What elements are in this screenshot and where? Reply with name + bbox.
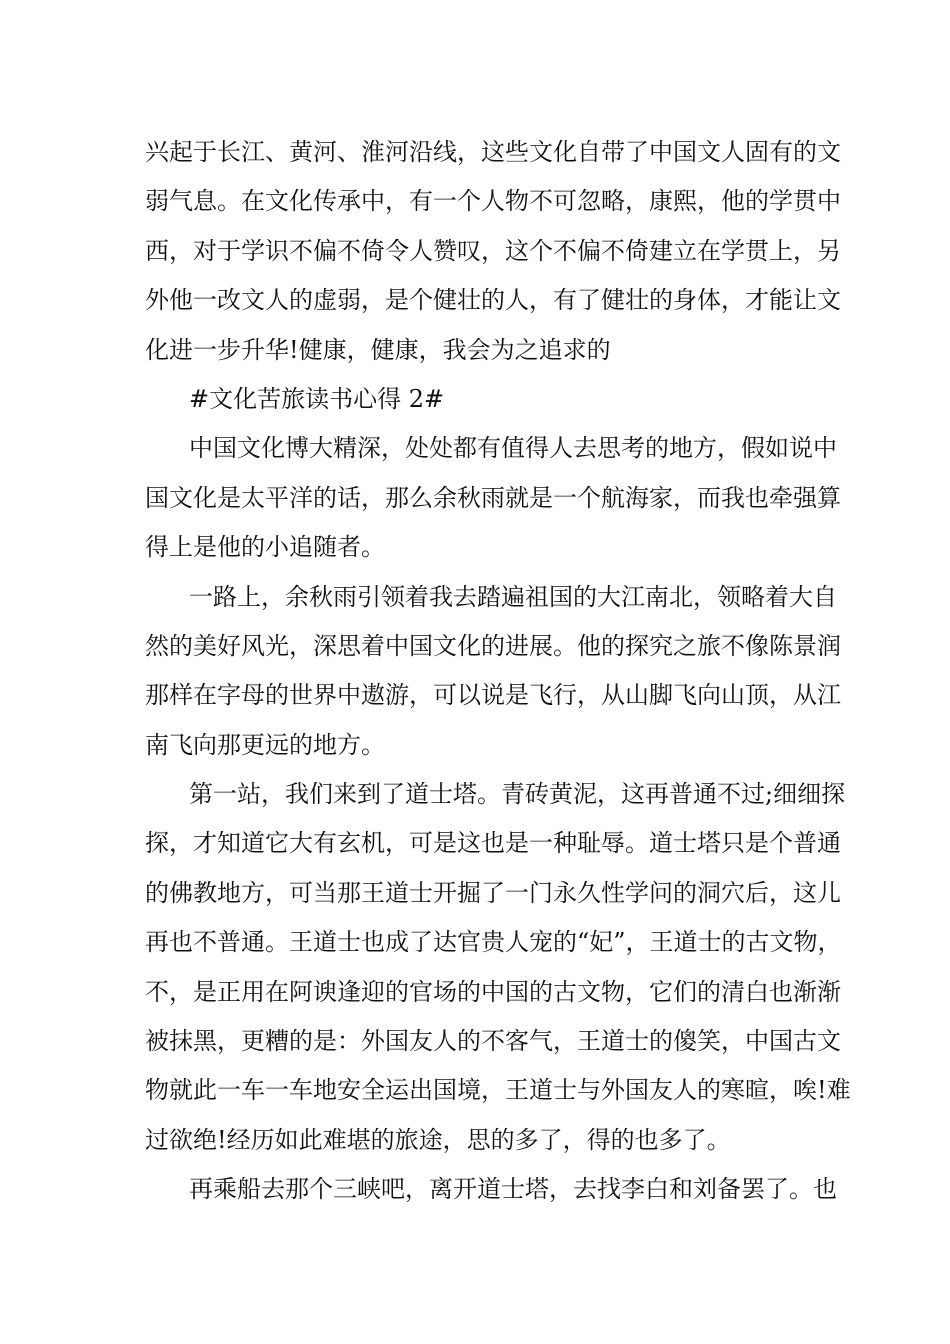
text-line: 探，才知道它大有玄机，可是这也是一种耻辱。道士塔只是个普通 bbox=[145, 829, 841, 858]
body-text bbox=[145, 128, 851, 1215]
text-line: 一路上，余秋雨引领着我去踏遍祖国的大江南北，领略着大自 bbox=[189, 582, 837, 611]
text-line: 得上是他的小追随者。 bbox=[145, 533, 385, 562]
text-line: 那样在字母的世界中遨游，可以说是飞行，从山脚飞向山顶，从江 bbox=[145, 681, 841, 710]
text-line: 外他一改文人的虚弱，是个健壮的人，有了健壮的身体，才能让文 bbox=[145, 286, 841, 315]
text-line: 中国文化博大精深，处处都有值得人去思考的地方，假如说中 bbox=[189, 434, 837, 463]
text-line: 南飞向那更远的地方。 bbox=[145, 730, 385, 759]
text-line: 再乘船去那个三峡吧，离开道士塔，去找李白和刘备罢了。也 bbox=[189, 1175, 837, 1204]
text-line: 国文化是太平洋的话，那么余秋雨就是一个航海家，而我也牵强算 bbox=[145, 483, 841, 512]
section-heading: #文化苦旅读书心得 2# bbox=[189, 384, 445, 413]
text-line: 再也不普通。王道士也成了达官贵人宠的“妃”，王道士的古文物， bbox=[145, 928, 842, 957]
text-line: 物就此一车一车地安全运出国境，王道士与外国友人的寒暄，唉!难 bbox=[145, 1076, 851, 1105]
text-line: 不，是正用在阿谀逢迎的官场的中国的古文物，它们的清白也渐渐 bbox=[145, 977, 841, 1006]
text-line: 被抹黑，更糟的是：外国友人的不客气，王道士的傻笑，中国古文 bbox=[145, 1027, 841, 1056]
text-line: 过欲绝!经历如此难堪的旅途，思的多了，得的也多了。 bbox=[145, 1125, 731, 1154]
text-line: 化进一步升华!健康，健康，我会为之追求的 bbox=[145, 335, 611, 364]
text-line: 的佛教地方，可当那王道士开掘了一门永久性学问的洞穴后，这儿 bbox=[145, 878, 841, 907]
text-line: 弱气息。在文化传承中，有一个人物不可忽略，康熙，他的学贯中 bbox=[145, 187, 841, 216]
text-line: 兴起于长江、黄河、淮河沿线，这些文化自带了中国文人固有的文 bbox=[145, 138, 841, 166]
text-line: 然的美好风光，深思着中国文化的进展。他的探究之旅不像陈景润 bbox=[145, 631, 841, 660]
text-line: 西，对于学识不偏不倚令人赞叹，这个不偏不倚建立在学贯上，另 bbox=[145, 236, 841, 265]
text-line: 第一站，我们来到了道士塔。青砖黄泥，这再普通不过;细细探 bbox=[189, 780, 846, 809]
